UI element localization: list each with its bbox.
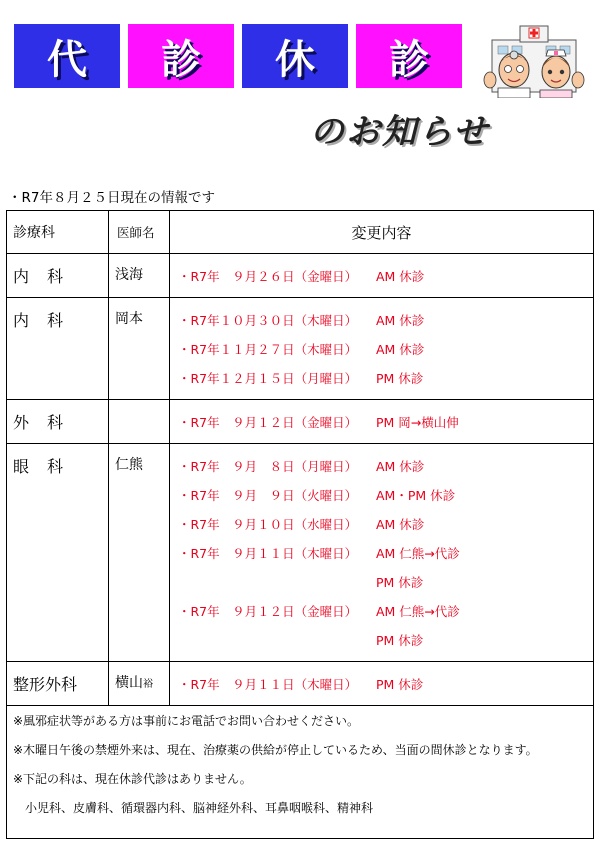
- change-memo: AM 休診: [376, 459, 425, 474]
- change-date: ・R7年 ９月 ８日（月曜日）: [178, 459, 358, 474]
- hospital-doctors-illustration-icon: [482, 18, 586, 98]
- title-tiles: [14, 24, 474, 88]
- table-row: [7, 444, 594, 662]
- change-date: ・R7年 ９月１２日（金曜日）: [178, 415, 358, 430]
- change-line: [170, 597, 593, 626]
- notice-title: のお知らせ: [310, 112, 489, 152]
- title-tile-3: 休: [242, 24, 348, 88]
- change-memo: AM 休診: [376, 342, 425, 357]
- change-memo: AM 休診: [376, 313, 425, 328]
- notes-cell: [7, 706, 594, 839]
- doctor-name: 横山: [115, 675, 143, 691]
- change-line: [170, 481, 593, 510]
- doctor-name: 浅海: [115, 267, 143, 283]
- change-date: ・R7年 ９月１１日（木曜日）: [178, 546, 358, 561]
- title-tile-2: 診: [128, 24, 234, 88]
- changes-cell: [170, 444, 594, 662]
- doctor-name: 岡本: [115, 311, 143, 327]
- change-line: [170, 626, 593, 655]
- change-memo: AM 休診: [376, 269, 425, 284]
- change-memo: AM 休診: [376, 517, 425, 532]
- doctor-name-suffix: 裕: [143, 679, 153, 690]
- doctor-cell: [109, 662, 170, 706]
- change-date: ・R7年 ９月 ９日（火曜日）: [178, 488, 358, 503]
- change-memo: PM 休診: [376, 633, 424, 648]
- doctor-cell: [109, 444, 170, 662]
- change-date: ・R7年１１月２７日（木曜日）: [178, 342, 358, 357]
- department-cell: 整形外科: [7, 662, 109, 706]
- header-changes: 変更内容: [170, 211, 594, 254]
- change-memo: PM 休診: [376, 371, 424, 386]
- change-line: [170, 539, 593, 568]
- change-memo: PM 岡→横山伸: [376, 415, 459, 430]
- note-line: 小児科、皮膚科、循環器内科、脳神経外科、耳鼻咽喉科、精神科: [25, 801, 374, 815]
- table-header-row: [7, 211, 594, 254]
- change-line: [170, 364, 593, 393]
- change-memo: PM 休診: [376, 575, 424, 590]
- department-cell: 内 科: [7, 298, 109, 400]
- info-date: ・R7年８月２５日現在の情報です: [8, 190, 215, 206]
- changes-cell: [170, 400, 594, 444]
- doctor-name: 仁熊: [115, 457, 143, 473]
- table-row: [7, 400, 594, 444]
- doctor-cell: [109, 400, 170, 444]
- note-line: ※下記の科は、現在休診代診はありません。: [13, 772, 252, 786]
- doctor-cell: [109, 298, 170, 400]
- change-date: ・R7年 ９月１０日（水曜日）: [178, 517, 358, 532]
- changes-cell: [170, 662, 594, 706]
- changes-cell: [170, 298, 594, 400]
- department-cell: 外 科: [7, 400, 109, 444]
- change-memo: PM 休診: [376, 677, 424, 692]
- change-memo: AM 仁熊→代診: [376, 546, 460, 561]
- change-line: [170, 306, 593, 335]
- change-date: ・R7年１０月３０日（木曜日）: [178, 313, 358, 328]
- change-line: [170, 335, 593, 364]
- change-date: ・R7年 ９月１１日（木曜日）: [178, 677, 358, 692]
- change-date: ・R7年 ９月１２日（金曜日）: [178, 604, 358, 619]
- notes-row: [7, 706, 594, 839]
- change-line: [170, 408, 593, 437]
- change-line: [170, 452, 593, 481]
- note-line: ※風邪症状等がある方は事前にお電話でお問い合わせください。: [13, 714, 360, 728]
- table-row: [7, 254, 594, 298]
- change-line: [170, 510, 593, 539]
- table-row: [7, 298, 594, 400]
- changes-cell: [170, 254, 594, 298]
- change-memo: AM 仁熊→代診: [376, 604, 460, 619]
- schedule-table: [6, 210, 594, 839]
- title-tile-4: 診: [356, 24, 462, 88]
- title-tile-1: 代: [14, 24, 120, 88]
- doctor-cell: [109, 254, 170, 298]
- note-line: ※木曜日午後の禁煙外来は、現在、治療薬の供給が停止しているため、当面の間休診となります。: [13, 743, 538, 757]
- change-date: ・R7年１２月１５日（月曜日）: [178, 371, 358, 386]
- table-row: [7, 662, 594, 706]
- change-line: [170, 670, 593, 699]
- change-line: [170, 568, 593, 597]
- department-cell: 眼 科: [7, 444, 109, 662]
- header-department: 診療科: [7, 211, 109, 254]
- header-doctor: 医師名: [109, 211, 170, 254]
- change-date: ・R7年 ９月２６日（金曜日）: [178, 269, 358, 284]
- department-cell: 内 科: [7, 254, 109, 298]
- change-line: [170, 262, 593, 291]
- change-memo: AM・PM 休診: [376, 488, 456, 503]
